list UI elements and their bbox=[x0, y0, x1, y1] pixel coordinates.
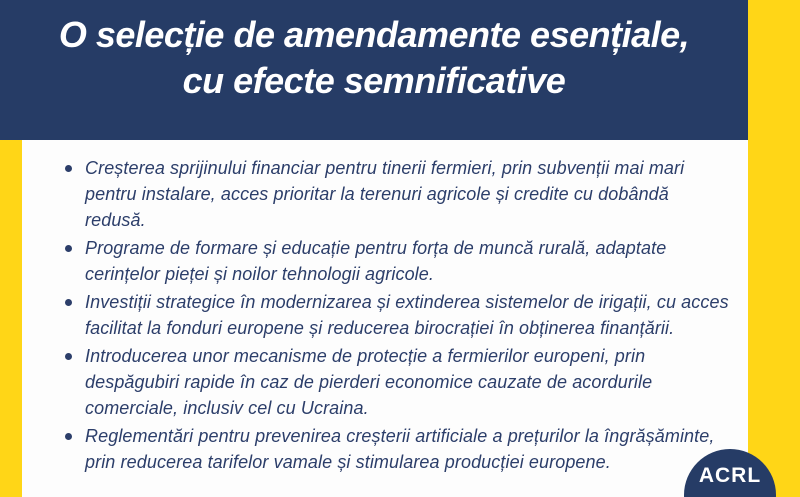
page-title-line2: cu efecte semnificative bbox=[182, 60, 566, 101]
list-item-young-farmers: Creșterea sprijinului financiar pentru tinerii fermieri, prin subvenții mai mari pentru instalare, acces prioritar la terenuri agricole și credite cu dobândă redusă. bbox=[63, 155, 734, 233]
amendments-list bbox=[22, 140, 748, 475]
list-item-farmer-protection: Introducerea unor mecanisme de protecție a fermierilor europeni, prin despăgubiri rapide în caz de pierderi economice cauzate de acordurile comerciale, inclusiv cel cu Ucraina. bbox=[63, 343, 734, 421]
header bbox=[0, 0, 748, 140]
right-accent-bar bbox=[748, 0, 800, 497]
page-title bbox=[59, 0, 689, 104]
list-item-fertilizer-regulations: Reglementări pentru prevenirea creșterii artificiale a prețurilor la îngrășăminte, prin reducerea tarifelor vamale și stimularea producției europene. bbox=[63, 423, 734, 475]
list-item-irrigation-investments: Investiții strategice în modernizarea și extinderea sistemelor de irigații, cu acces facilitat la fonduri europene și reducerea birocrației în obținerea finanțării. bbox=[63, 289, 734, 341]
left-accent-bar bbox=[0, 140, 22, 497]
acrl-badge-label: ACRL bbox=[698, 464, 762, 487]
list-item-training-programs: Programe de formare și educație pentru forța de muncă rurală, adaptate cerințelor pieței și noilor tehnologii agricole. bbox=[63, 235, 734, 287]
content-area bbox=[22, 140, 748, 497]
page-title-line1: O selecție de amendamente esențiale, bbox=[58, 14, 690, 55]
